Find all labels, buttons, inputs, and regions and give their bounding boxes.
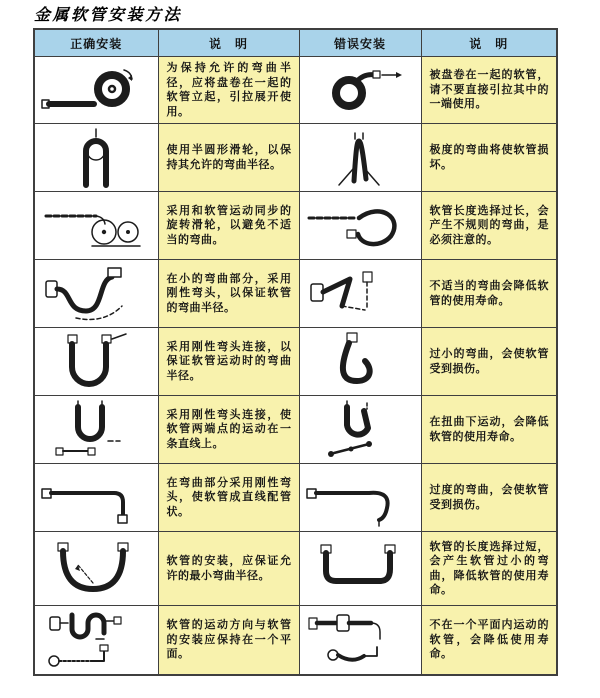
wrong-image-cell	[299, 124, 421, 192]
minimum-radius-u-icon	[38, 537, 154, 601]
improper-bend-icon	[303, 264, 417, 324]
wrong-image-cell	[299, 260, 421, 328]
flat-bottom-u-icon	[303, 537, 417, 601]
irregular-loop-icon	[303, 196, 417, 256]
table-row	[34, 192, 557, 260]
header-wrong-install: 错误安装	[299, 29, 421, 57]
correct-image-cell	[34, 124, 158, 192]
correct-image-cell	[34, 606, 158, 675]
correct-description: 采用和软管运动同步的旋转滑轮，以避免不适当的弯曲。	[158, 192, 299, 260]
out-of-plane-motion-icon	[303, 609, 417, 671]
drooping-bend-icon	[303, 468, 417, 528]
coiled-hose-pulled-icon	[303, 60, 417, 120]
correct-description: 为保持允许的弯曲半径，应将盘卷在一起的软管立起，引拉展开使用。	[158, 57, 299, 124]
table-row	[34, 328, 557, 396]
table-row	[34, 606, 557, 675]
rigid-elbow-small-bend-icon	[38, 264, 154, 324]
pulley-hose-icon	[38, 127, 154, 189]
wrong-description: 过小的弯曲，会使软管受到损伤。	[421, 328, 557, 396]
table-row	[34, 396, 557, 464]
correct-description: 使用半圆形滑轮，以保持其允许的弯曲半径。	[158, 124, 299, 192]
wrong-image-cell	[299, 328, 421, 396]
too-small-bend-icon	[303, 331, 417, 393]
wrong-description: 软管长度选择过长，会产生不规则的弯曲，是必须注意的。	[421, 192, 557, 260]
one-plane-motion-icon	[38, 609, 154, 671]
table-row	[34, 260, 557, 328]
correct-image-cell	[34, 260, 158, 328]
page-title: 金属软管安装方法	[34, 7, 183, 24]
wrong-image-cell	[299, 532, 421, 606]
header-description-2: 说 明	[421, 29, 557, 57]
correct-image-cell	[34, 192, 158, 260]
wrong-description: 被盘卷在一起的软管，请不要直接引拉其中的一端使用。	[421, 57, 557, 124]
correct-description: 在弯曲部分采用刚性弯头，使软管成直线配管状。	[158, 464, 299, 532]
wrong-description: 极度的弯曲将使软管损坏。	[421, 124, 557, 192]
correct-image-cell	[34, 532, 158, 606]
correct-description: 采用刚性弯头连接，使软管两端点的运动在一条直线上。	[158, 396, 299, 464]
table-row	[34, 532, 557, 606]
wrong-image-cell	[299, 57, 421, 124]
wrong-description: 不在一个平面内运动的软管，会降低使用寿命。	[421, 606, 557, 675]
correct-image-cell	[34, 464, 158, 532]
correct-description: 软管的安装，应保证允许的最小弯曲半径。	[158, 532, 299, 606]
correct-description: 采用刚性弯头连接，以保证软管运动时的弯曲半径。	[158, 328, 299, 396]
correct-image-cell	[34, 57, 158, 124]
installation-table	[33, 28, 558, 676]
correct-image-cell	[34, 328, 158, 396]
in-line-u-loop-icon	[38, 399, 154, 461]
rotating-pulleys-icon	[38, 196, 154, 256]
table-row	[34, 124, 557, 192]
straight-run-elbow-icon	[38, 468, 154, 528]
correct-description: 在小的弯曲部分，采用刚性弯头，以保证软管的弯曲半径。	[158, 260, 299, 328]
wrong-description: 过度的弯曲，会使软管受到损伤。	[421, 464, 557, 532]
u-loop-rigid-elbows-icon	[38, 331, 154, 393]
header-description-1: 说 明	[158, 29, 299, 57]
correct-image-cell	[34, 396, 158, 464]
correct-description: 软管的运动方向与软管的安装应保持在一个平面。	[158, 606, 299, 675]
coiled-hose-unrolled-icon	[38, 60, 154, 120]
table-row	[34, 57, 557, 124]
wrong-image-cell	[299, 606, 421, 675]
wrong-description: 软管的长度选择过短，会产生软管过小的弯曲，降低软管的使用寿命。	[421, 532, 557, 606]
hairpin-bend-icon	[303, 127, 417, 189]
header-row	[34, 29, 557, 57]
header-correct-install: 正确安装	[34, 29, 158, 57]
twisted-u-loop-icon	[303, 399, 417, 461]
wrong-image-cell	[299, 192, 421, 260]
wrong-image-cell	[299, 396, 421, 464]
wrong-image-cell	[299, 464, 421, 532]
wrong-description: 不适当的弯曲会降低软管的使用寿命。	[421, 260, 557, 328]
wrong-description: 在扭曲下运动，会降低软管的使用寿命。	[421, 396, 557, 464]
table-row	[34, 464, 557, 532]
